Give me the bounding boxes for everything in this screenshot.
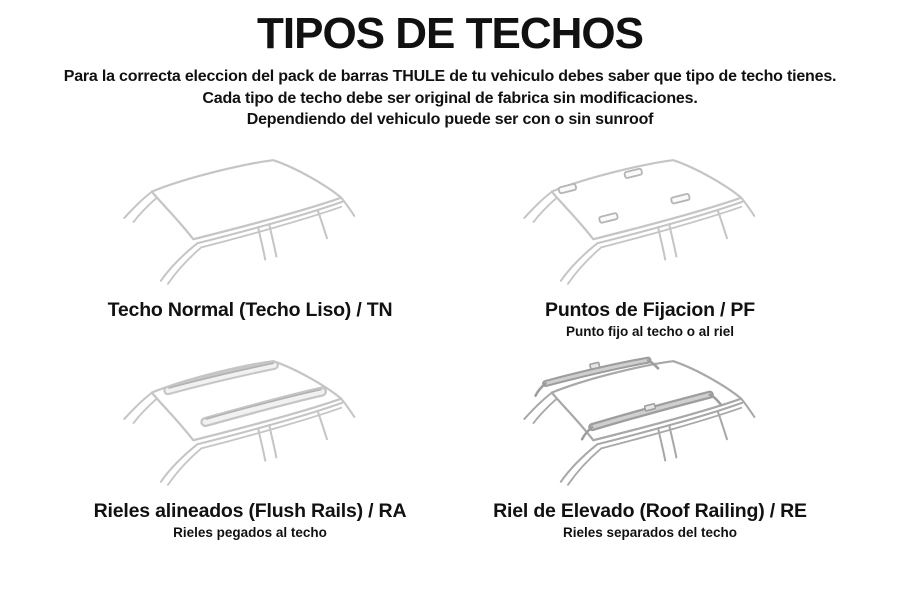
flush-rails-roof-illustration xyxy=(85,346,415,498)
roof-type-label-re: Riel de Elevado (Roof Railing) / RE xyxy=(493,499,807,522)
roof-type-card-ra xyxy=(50,346,450,541)
page-title: TIPOS DE TECHOS xyxy=(257,9,643,58)
normal-roof-illustration xyxy=(85,145,415,297)
intro-text xyxy=(64,66,837,131)
roof-type-sublabel-pf: Punto fijo al techo o al riel xyxy=(565,323,735,339)
intro-line-3: Dependiendo del vehiculo puede ser con o sin sunroof xyxy=(246,111,654,129)
roof-type-sublabel-re: Rieles separados del techo xyxy=(562,524,738,540)
fixed-points-roof-illustration xyxy=(485,145,815,297)
roof-type-card-re xyxy=(450,346,850,541)
roof-type-card-pf xyxy=(450,145,850,340)
intro-line-1: Para la correcta eleccion del pack de barras THULE de tu vehiculo debes saber que tipo de techo tienes. xyxy=(63,68,837,86)
roof-types-grid xyxy=(50,145,850,541)
roof-type-label-ra: Rieles alineados (Flush Rails) / RA xyxy=(93,499,407,522)
roof-illustration-tn-figure xyxy=(85,145,415,297)
roof-illustration-pf-figure xyxy=(485,145,815,297)
intro-line-2: Cada tipo de techo debe ser original de fabrica sin modificaciones. xyxy=(202,89,698,107)
roof-illustration-ra-figure xyxy=(85,346,415,498)
roof-type-sublabel-ra: Rieles pegados al techo xyxy=(173,524,327,540)
roof-type-label-pf: Puntos de Fijacion / PF xyxy=(545,298,755,321)
roof-type-label-tn: Techo Normal (Techo Liso) / TN xyxy=(107,298,393,321)
roof-type-card-tn xyxy=(50,145,450,340)
roof-illustration-re-figure xyxy=(485,346,815,498)
raised-railing-roof-illustration xyxy=(485,346,815,498)
